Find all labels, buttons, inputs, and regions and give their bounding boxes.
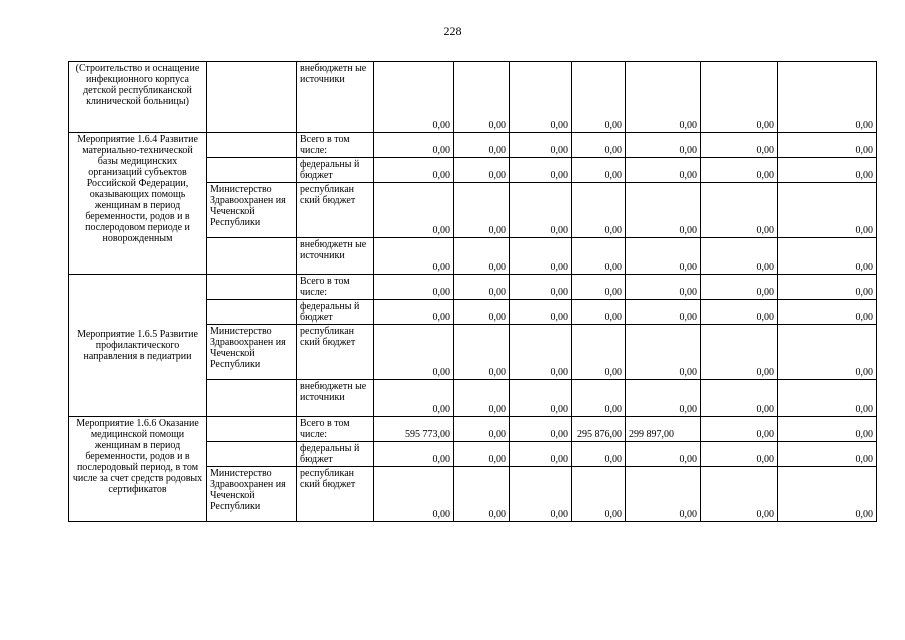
value-cell: 0,00 [510,467,572,522]
executor-cell [207,442,297,467]
value-cell: 0,00 [510,300,572,325]
value-cell: 0,00 [701,158,778,183]
value-cell: 0,00 [778,183,877,238]
value-cell: 0,00 [510,238,572,275]
value-cell: 0,00 [626,380,701,417]
value-cell: 0,00 [626,158,701,183]
executor-cell [207,380,297,417]
value-cell: 0,00 [778,442,877,467]
value-cell: 0,00 [701,275,778,300]
value-cell: 0,00 [454,238,510,275]
table-row [69,133,877,158]
value-cell: 0,00 [374,133,454,158]
value-cell: 0,00 [626,325,701,380]
source-cell: республикан ский бюджет [297,467,374,522]
value-cell: 0,00 [510,158,572,183]
value-cell: 0,00 [454,183,510,238]
value-cell: 0,00 [454,275,510,300]
executor-cell: Министерство Здравоохранен ия Чеченской Республики [207,325,297,380]
table-row [69,62,877,133]
value-cell: 0,00 [374,442,454,467]
value-cell: 0,00 [572,467,626,522]
budget-table [68,61,877,522]
value-cell: 0,00 [626,133,701,158]
source-cell: Всего в том числе: [297,133,374,158]
value-cell: 0,00 [454,133,510,158]
source-cell: республикан ский бюджет [297,325,374,380]
source-cell: Всего в том числе: [297,275,374,300]
value-cell: 0,00 [454,467,510,522]
value-cell: 0,00 [572,62,626,133]
value-cell: 0,00 [454,325,510,380]
value-cell: 0,00 [572,442,626,467]
value-cell: 0,00 [374,467,454,522]
value-cell: 0,00 [626,300,701,325]
value-cell: 0,00 [626,442,701,467]
table-row [69,275,877,300]
value-cell: 0,00 [701,325,778,380]
value-cell: 0,00 [626,238,701,275]
source-cell: Всего в том числе: [297,417,374,442]
value-cell: 0,00 [374,325,454,380]
value-cell: 0,00 [374,238,454,275]
value-cell: 0,00 [510,442,572,467]
value-cell: 0,00 [572,158,626,183]
value-cell: 0,00 [778,467,877,522]
value-cell: 0,00 [778,380,877,417]
value-cell: 0,00 [572,380,626,417]
value-cell: 0,00 [701,133,778,158]
source-cell: внебюджетн ые источники [297,380,374,417]
value-cell: 0,00 [701,300,778,325]
executor-cell: Министерство Здравоохранен ия Чеченской Республики [207,183,297,238]
value-cell: 0,00 [778,133,877,158]
page-number: 228 [443,24,462,38]
value-cell: 0,00 [510,133,572,158]
activity-cell: Мероприятие 1.6.4 Развитие материально-технической базы медицинских организаций субъектов Российской Федерации, оказывающих помощь женщинам в период беременности, родов и в послеродовом периоде и новорожденным [69,133,207,275]
value-cell: 0,00 [572,133,626,158]
value-cell: 0,00 [510,380,572,417]
value-cell: 0,00 [572,300,626,325]
value-cell: 0,00 [454,300,510,325]
value-cell: 0,00 [572,238,626,275]
value-cell: 0,00 [572,183,626,238]
value-cell: 0,00 [778,238,877,275]
value-cell: 0,00 [374,275,454,300]
executor-cell [207,158,297,183]
value-cell: 0,00 [778,417,877,442]
value-cell: 0,00 [701,62,778,133]
executor-cell [207,417,297,442]
source-cell: республикан ский бюджет [297,183,374,238]
value-cell: 0,00 [572,325,626,380]
value-cell: 595 773,00 [374,417,454,442]
value-cell: 0,00 [454,158,510,183]
executor-cell [207,238,297,275]
value-cell: 0,00 [454,62,510,133]
activity-cell: Мероприятие 1.6.6 Оказание медицинской помощи женщинам в период беременности, родов и в послеродовый период, в том числе за счет средств родовых сертификатов [69,417,207,522]
value-cell: 0,00 [778,158,877,183]
value-cell: 0,00 [778,275,877,300]
executor-cell [207,300,297,325]
executor-cell [207,133,297,158]
value-cell: 0,00 [510,325,572,380]
value-cell: 0,00 [701,380,778,417]
activity-cell: Мероприятие 1.6.5 Развитие профилактического направления в педиатрии [69,275,207,417]
source-cell: федеральны й бюджет [297,300,374,325]
value-cell: 299 897,00 [626,417,701,442]
value-cell: 0,00 [454,380,510,417]
value-cell: 0,00 [374,158,454,183]
value-cell: 0,00 [374,300,454,325]
source-cell: федеральны й бюджет [297,442,374,467]
value-cell: 0,00 [374,183,454,238]
value-cell: 0,00 [626,183,701,238]
value-cell: 0,00 [701,417,778,442]
value-cell: 0,00 [374,380,454,417]
value-cell: 0,00 [510,62,572,133]
value-cell: 0,00 [626,467,701,522]
source-cell: внебюджетн ые источники [297,62,374,133]
value-cell: 0,00 [510,275,572,300]
value-cell: 0,00 [701,238,778,275]
executor-cell [207,275,297,300]
value-cell: 0,00 [454,417,510,442]
executor-cell [207,62,297,133]
value-cell: 0,00 [701,183,778,238]
value-cell: 0,00 [778,325,877,380]
source-cell: внебюджетн ые источники [297,238,374,275]
value-cell: 0,00 [778,62,877,133]
executor-cell: Министерство Здравоохранен ия Чеченской Республики [207,467,297,522]
value-cell: 0,00 [510,417,572,442]
value-cell: 0,00 [626,62,701,133]
value-cell: 0,00 [778,300,877,325]
activity-cell: (Строительство и оснащение инфекционного корпуса детской республиканской клинической больницы) [69,62,207,133]
value-cell: 0,00 [626,275,701,300]
value-cell: 0,00 [374,62,454,133]
value-cell: 0,00 [510,183,572,238]
value-cell: 0,00 [701,442,778,467]
table-row [69,417,877,442]
value-cell: 295 876,00 [572,417,626,442]
source-cell: федеральны й бюджет [297,158,374,183]
value-cell: 0,00 [701,467,778,522]
value-cell: 0,00 [454,442,510,467]
value-cell: 0,00 [572,275,626,300]
